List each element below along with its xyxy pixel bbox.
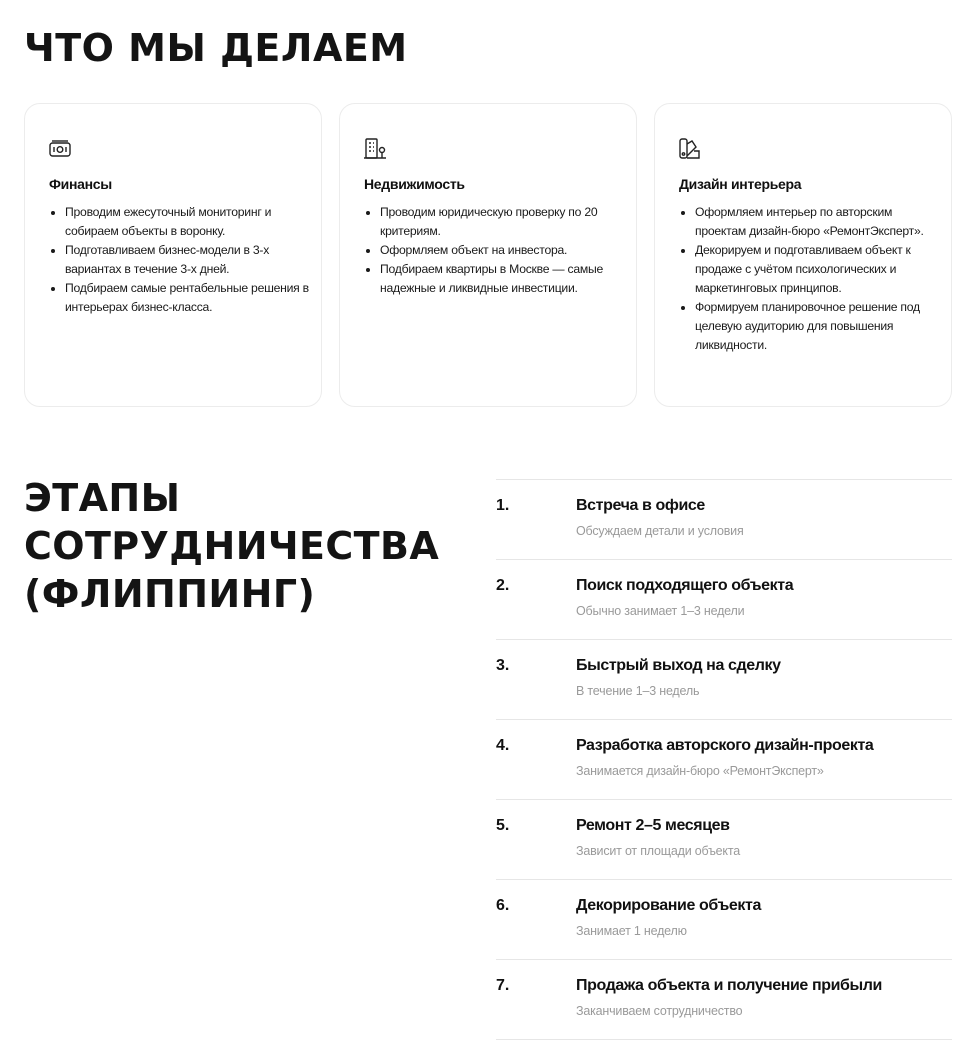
stage-item — [496, 960, 952, 1040]
stage-subtitle: Занимается дизайн-бюро «РемонтЭксперт» — [576, 764, 824, 778]
stage-subtitle: Заканчиваем сотрудничество — [576, 1004, 743, 1018]
stage-number: 7. — [496, 977, 510, 994]
stage-item — [496, 880, 952, 960]
stage-subtitle: Обычно занимает 1–3 недели — [576, 604, 745, 618]
card-real-estate — [339, 103, 637, 407]
stages-title-line: ЭТАПЫ — [24, 476, 181, 520]
card-finance — [24, 103, 322, 407]
stage-number: 4. — [496, 737, 510, 754]
list-item: • Оформляем интерьер по авторским проектам дизайн-бюро «РемонтЭксперт». — [695, 203, 939, 241]
card-title: Финансы — [49, 176, 112, 192]
design-palette-icon — [677, 136, 703, 162]
money-icon — [47, 136, 73, 162]
stage-number: 2. — [496, 577, 510, 594]
stages-title-line: СОТРУДНИЧЕСТВА — [24, 524, 440, 568]
card-title: Дизайн интерьера — [679, 176, 802, 192]
stage-item — [496, 560, 952, 640]
list-item: • Декорируем и подготавливаем объект к продаже с учётом психологических и маркетинговых принципов. — [695, 241, 939, 298]
list-item: • Оформляем объект на инвестора. — [380, 241, 624, 260]
stages-title-line: (ФЛИППИНГ) — [24, 572, 316, 616]
list-item: • Подбираем самые рентабельные решения в интерьерах бизнес-класса. — [65, 279, 309, 317]
stage-title: Продажа объекта и получение прибыли — [576, 977, 882, 994]
list-item: • Подбираем квартиры в Москве — самые надежные и ликвидные инвестиции. — [380, 260, 624, 298]
card-list — [679, 203, 939, 355]
card-list — [364, 203, 624, 298]
stage-item — [496, 480, 952, 560]
stage-title: Разработка авторского дизайн-проекта — [576, 737, 874, 754]
stage-subtitle: Занимает 1 неделю — [576, 924, 687, 938]
stage-number: 1. — [496, 497, 510, 514]
card-title: Недвижимость — [364, 176, 465, 192]
section-title-stages — [24, 474, 439, 618]
section-title-what-we-do: ЧТО МЫ ДЕЛАЕМ — [24, 26, 408, 70]
stage-subtitle: Обсуждаем детали и условия — [576, 524, 744, 538]
stage-title: Встреча в офисе — [576, 497, 705, 514]
stages-list — [496, 479, 952, 1040]
list-item: • Подготавливаем бизнес-модели в 3-х вариантах в течение 3-х дней. — [65, 241, 309, 279]
card-interior-design — [654, 103, 952, 407]
stage-subtitle: В течение 1–3 недель — [576, 684, 700, 698]
list-item: • Проводим ежесуточный мониторинг и собираем объекты в воронку. — [65, 203, 309, 241]
list-item: • Формируем планировочное решение под целевую аудиторию для повышения ликвидности. — [695, 298, 939, 355]
list-item: • Проводим юридическую проверку по 20 критериям. — [380, 203, 624, 241]
stage-number: 5. — [496, 817, 510, 834]
building-icon — [362, 136, 388, 162]
stage-item — [496, 720, 952, 800]
stage-number: 6. — [496, 897, 510, 914]
stage-item — [496, 640, 952, 720]
stage-title: Декорирование объекта — [576, 897, 761, 914]
stage-title: Быстрый выход на сделку — [576, 657, 781, 674]
card-list — [49, 203, 309, 317]
stage-subtitle: Зависит от площади объекта — [576, 844, 740, 858]
stage-title: Поиск подходящего объекта — [576, 577, 794, 594]
stage-number: 3. — [496, 657, 510, 674]
stage-item — [496, 800, 952, 880]
stage-title: Ремонт 2–5 месяцев — [576, 817, 730, 834]
